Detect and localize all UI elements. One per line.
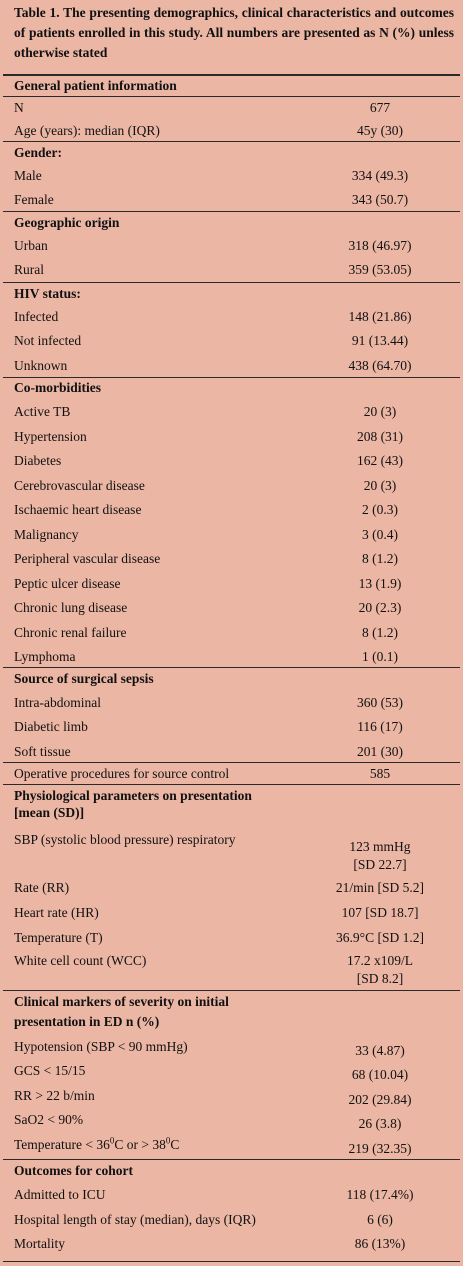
row-label bbox=[14, 1136, 179, 1154]
row-value: 148 (21.86) bbox=[348, 309, 412, 324]
row-value: 585 bbox=[369, 766, 391, 781]
row-value: 1 (0.1) bbox=[362, 649, 398, 664]
row-label: Not infected bbox=[14, 333, 82, 348]
section-header-label: presentation in ED n (%) bbox=[14, 1014, 160, 1029]
row-value: 86 (13%) bbox=[354, 1236, 406, 1251]
row-value: 8 (1.2) bbox=[362, 551, 398, 566]
row-value: 202 (29.84) bbox=[348, 1092, 412, 1107]
divider bbox=[3, 211, 460, 212]
section-header-label: HIV status: bbox=[14, 286, 81, 301]
row-value: 359 (53.05) bbox=[348, 262, 412, 277]
row-value: 13 (1.9) bbox=[358, 576, 402, 591]
row-label: Heart rate (HR) bbox=[14, 905, 99, 920]
row-value: 91 (13.44) bbox=[351, 333, 409, 348]
row-value: 20 (2.3) bbox=[358, 600, 402, 615]
row-value: 68 (10.04) bbox=[351, 1067, 409, 1082]
divider bbox=[3, 141, 460, 142]
row-value: 677 bbox=[369, 100, 391, 115]
divider bbox=[3, 1261, 460, 1262]
row-label: SBP (systolic blood pressure) respiratory bbox=[14, 832, 236, 847]
row-label: Peripheral vascular disease bbox=[14, 551, 161, 566]
row-value: 20 (3) bbox=[363, 478, 397, 493]
row-label: Infected bbox=[14, 309, 59, 324]
row-value: 201 (30) bbox=[356, 744, 404, 759]
row-value: 107 [SD 18.7] bbox=[341, 905, 419, 920]
row-value: 219 (32.35) bbox=[348, 1141, 412, 1156]
row-label: Hospital length of stay (median), days (IQR) bbox=[14, 1212, 256, 1227]
section-header-label: Clinical markers of severity on initial bbox=[14, 994, 229, 1009]
row-value: 116 (17) bbox=[357, 719, 403, 734]
row-label: Cerebrovascular disease bbox=[14, 478, 145, 493]
row-value: 334 (49.3) bbox=[351, 168, 409, 183]
row-value: 17.2 x109/L bbox=[347, 953, 413, 968]
row-value: 438 (64.70) bbox=[348, 358, 412, 373]
row-label: Mortality bbox=[14, 1236, 65, 1251]
row-label: Soft tissue bbox=[14, 744, 71, 759]
section-header-label: Geographic origin bbox=[14, 215, 120, 230]
section-header-label: Outcomes for cohort bbox=[14, 1163, 133, 1178]
temp-label-part: C bbox=[170, 1137, 180, 1152]
row-label: Lymphoma bbox=[14, 649, 76, 664]
row-label: Chronic renal failure bbox=[14, 625, 127, 640]
row-label: Chronic lung disease bbox=[14, 600, 128, 615]
row-value: 36.9°C [SD 1.2] bbox=[336, 930, 424, 945]
row-label: Temperature (T) bbox=[14, 930, 103, 945]
row-label: Intra-abdominal bbox=[14, 695, 101, 710]
row-value: 343 (50.7) bbox=[351, 192, 409, 207]
row-label: Rate (RR) bbox=[14, 880, 70, 895]
row-value: 33 (4.87) bbox=[355, 1043, 405, 1058]
divider bbox=[3, 1159, 460, 1160]
row-value: 6 (6) bbox=[367, 1212, 393, 1227]
divider bbox=[3, 282, 460, 283]
row-label: Hypotension (SBP < 90 mmHg) bbox=[14, 1039, 188, 1054]
row-label: Admitted to ICU bbox=[14, 1187, 106, 1202]
row-label: Active TB bbox=[14, 404, 71, 419]
divider bbox=[3, 74, 460, 76]
row-label: Age (years): median (IQR) bbox=[14, 123, 160, 138]
row-label: Ischaemic heart disease bbox=[14, 502, 142, 517]
row-value: 118 (17.4%) bbox=[346, 1187, 414, 1202]
row-value: 162 (43) bbox=[356, 453, 404, 468]
section-header-label: General patient information bbox=[14, 78, 177, 93]
row-value: 318 (46.97) bbox=[348, 238, 412, 253]
row-label: RR > 22 b/min bbox=[14, 1088, 95, 1103]
row-label: Malignancy bbox=[14, 527, 79, 542]
divider bbox=[3, 96, 460, 97]
row-label: SaO2 < 90% bbox=[14, 1112, 84, 1127]
row-value: 45y (30) bbox=[356, 123, 404, 138]
row-value: 3 (0.4) bbox=[362, 527, 398, 542]
row-value: 360 (53) bbox=[356, 695, 404, 710]
row-label: Diabetic limb bbox=[14, 719, 88, 734]
row-value: 123 mmHg bbox=[349, 839, 411, 854]
row-label: Unknown bbox=[14, 358, 68, 373]
temp-label-part: C or > 38 bbox=[114, 1137, 166, 1152]
row-value: 20 (3) bbox=[363, 404, 397, 419]
row-label: Urban bbox=[14, 238, 48, 253]
row-value: 26 (3.8) bbox=[358, 1116, 402, 1131]
row-label: Peptic ulcer disease bbox=[14, 576, 121, 591]
section-header-label: Gender: bbox=[14, 145, 62, 160]
temp-degree-sup: 0 bbox=[165, 1135, 171, 1146]
divider bbox=[3, 377, 460, 378]
row-label: Hypertension bbox=[14, 429, 87, 444]
row-label: Diabetes bbox=[14, 453, 62, 468]
section-header-label: Source of surgical sepsis bbox=[14, 671, 154, 686]
temp-degree-sup: 0 bbox=[109, 1135, 115, 1146]
row-value: [SD 8.2] bbox=[356, 971, 404, 986]
section-header-label: Co-morbidities bbox=[14, 380, 101, 395]
row-label: Female bbox=[14, 192, 54, 207]
section-header-label: [mean (SD)] bbox=[14, 805, 85, 820]
row-label: Operative procedures for source control bbox=[14, 766, 230, 781]
row-label: GCS < 15/15 bbox=[14, 1063, 86, 1078]
table-title: Table 1. The presenting demographics, clinical characteristics and outcomes of patients enrolled in this study. All numbers are presented as N (%) unless otherwise stated bbox=[14, 5, 454, 60]
divider bbox=[3, 784, 460, 785]
row-value: 8 (1.2) bbox=[362, 625, 398, 640]
row-label: Rural bbox=[14, 262, 44, 277]
row-value: [SD 22.7] bbox=[353, 857, 407, 872]
row-value: 208 (31) bbox=[356, 429, 404, 444]
temp-label-part: Temperature < 36 bbox=[14, 1137, 110, 1152]
divider bbox=[3, 667, 460, 668]
row-label: N bbox=[14, 100, 24, 115]
row-label: White cell count (WCC) bbox=[14, 953, 147, 968]
divider bbox=[3, 990, 460, 991]
row-value: 21/min [SD 5.2] bbox=[335, 880, 425, 895]
row-label: Male bbox=[14, 168, 42, 183]
section-header-label: Physiological parameters on presentation bbox=[14, 788, 252, 803]
divider bbox=[3, 762, 460, 763]
row-value: 2 (0.3) bbox=[362, 502, 398, 517]
